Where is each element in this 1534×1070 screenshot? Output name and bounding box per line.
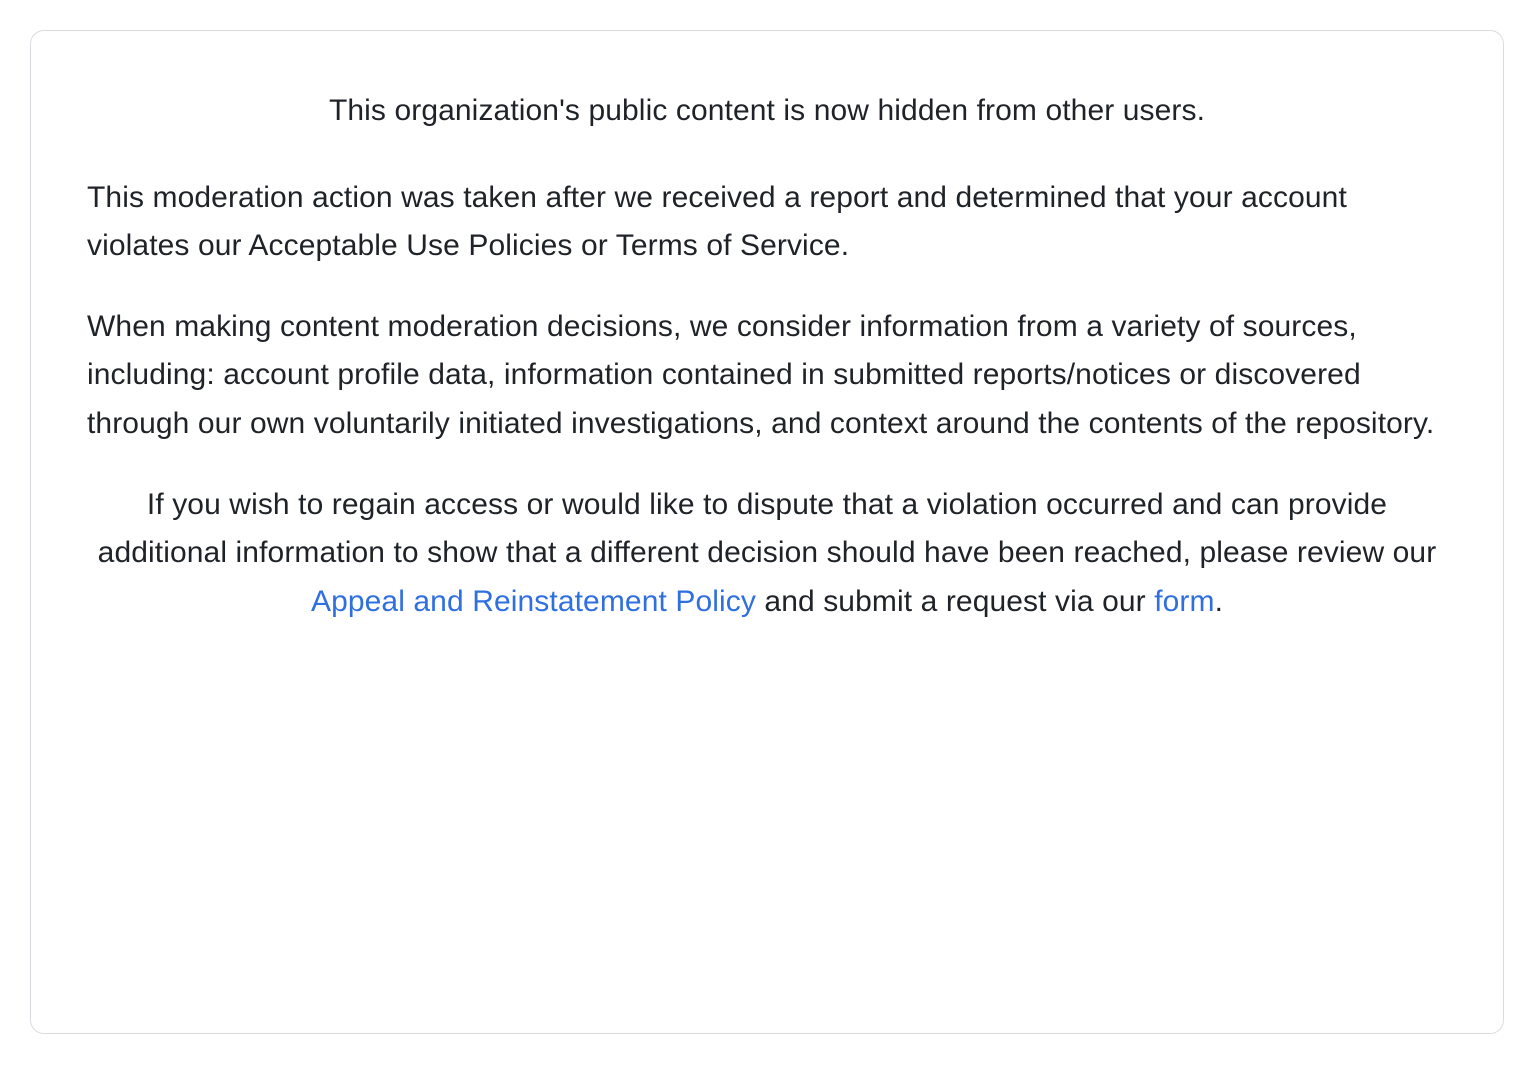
notice-reason-paragraph: This moderation action was taken after we received a report and determined that your account violates our Acceptable Use Policies or Terms of Service. xyxy=(87,180,1347,263)
appeal-and-reinstatement-policy-link[interactable]: Appeal and Reinstatement Policy xyxy=(310,584,756,618)
notice-content xyxy=(87,87,1447,626)
appeal-text-before-link: If you wish to regain access or would like to dispute that a violation occurred and can provide additional information to show that a different decision should have been reached, please review our xyxy=(97,487,1437,570)
appeal-form-link[interactable]: form xyxy=(1154,584,1215,618)
notice-headline: This organization's public content is now hidden from other users. xyxy=(328,94,1206,127)
appeal-text-between-links: and submit a request via our xyxy=(755,584,1155,618)
appeal-text-after-link: . xyxy=(1214,584,1224,618)
notice-appeal-paragraph xyxy=(87,481,1447,627)
moderation-notice-card xyxy=(30,30,1504,1034)
notice-sources-paragraph: When making content moderation decisions, we consider information from a variety of sources, including: account profile data, information contained in submitted reports/notices or discovered through our own voluntarily initiated investigations, and context around the contents of the repository. xyxy=(87,309,1435,440)
